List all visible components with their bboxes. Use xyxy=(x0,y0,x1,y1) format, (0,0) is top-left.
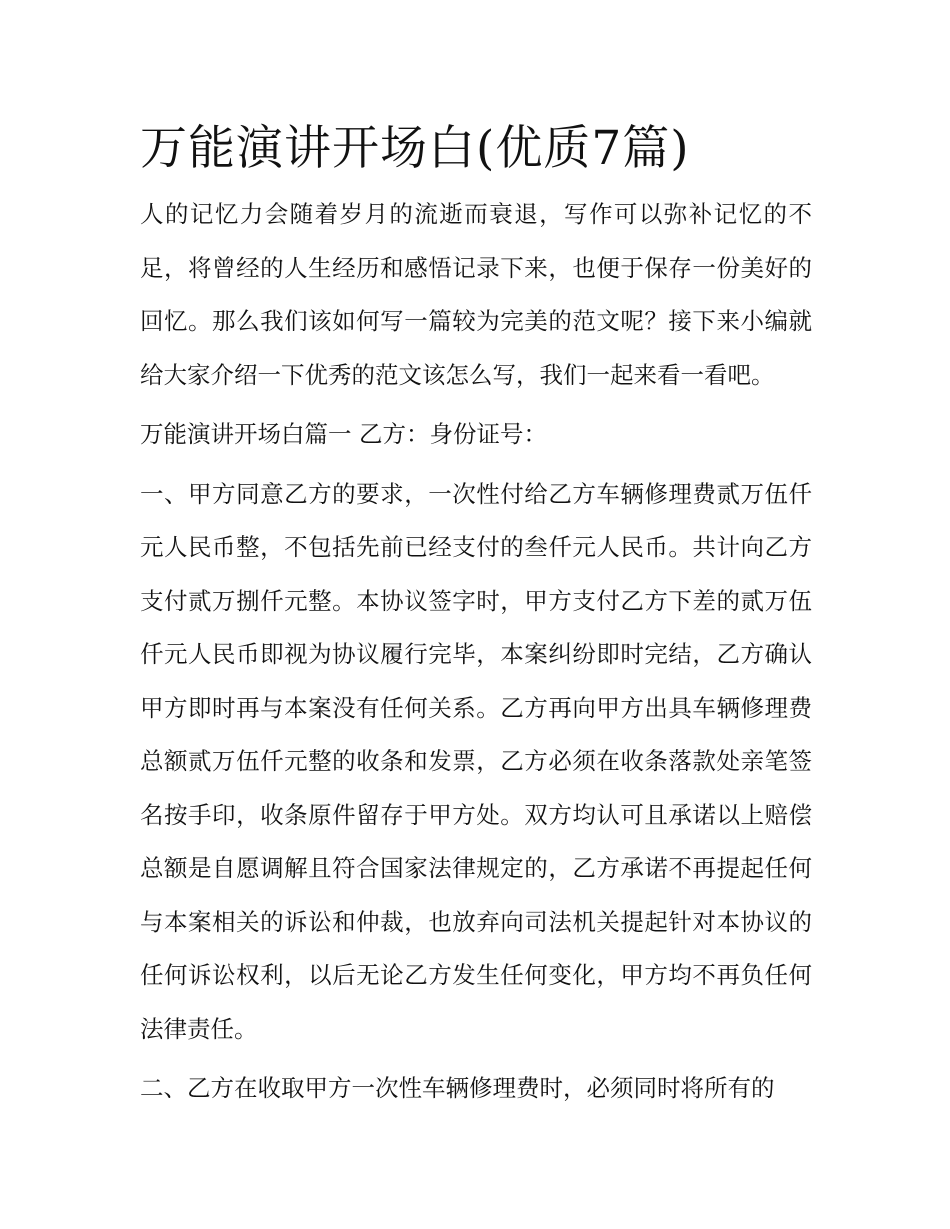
clause-one-paragraph: 一、甲方同意乙方的要求，一次性付给乙方车辆修理费贰万伍仟元人民币整，不包括先前已经支付的叁仟元人民币。共计向乙方支付贰万捌仟元整。本协议签字时，甲方支付乙方下差的贰万伍仟元人民币即视为协议履行完毕，本案纠纷即时完结，乙方确认甲方即时再与本案没有任何关系。乙方再向甲方出具车辆修理费总额贰万伍仟元整的收条和发票，乙方必须在收条落款处亲笔签名按手印，收条原件留存于甲方处。双方均认可且承诺以上赔偿总额是自愿调解且符合国家法律规定的，乙方承诺不再提起任何与本案相关的诉讼和仲裁，也放弃向司法机关提起针对本协议的任何诉讼权利，以后无论乙方发生任何变化，甲方均不再负任何法律责任。 xyxy=(140,479,812,1043)
document-page xyxy=(140,118,812,1122)
section-heading: 万能演讲开场白篇一 乙方：身份证号： xyxy=(140,420,547,448)
clause-two-paragraph: 二、乙方在收取甲方一次性车辆修理费时，必须同时将所有的 xyxy=(140,1074,775,1102)
intro-paragraph: 人的记忆力会随着岁月的流逝而衰退，写作可以弥补记忆的不足，将曾经的人生经历和感悟记录下来，也便于保存一份美好的回忆。那么我们该如何写一篇较为完美的范文呢？接下来小编就给大家介绍一下优秀的范文该怎么写，我们一起来看一看吧。 xyxy=(140,200,812,389)
document-title: 万能演讲开场白(优质7篇) xyxy=(140,121,690,176)
